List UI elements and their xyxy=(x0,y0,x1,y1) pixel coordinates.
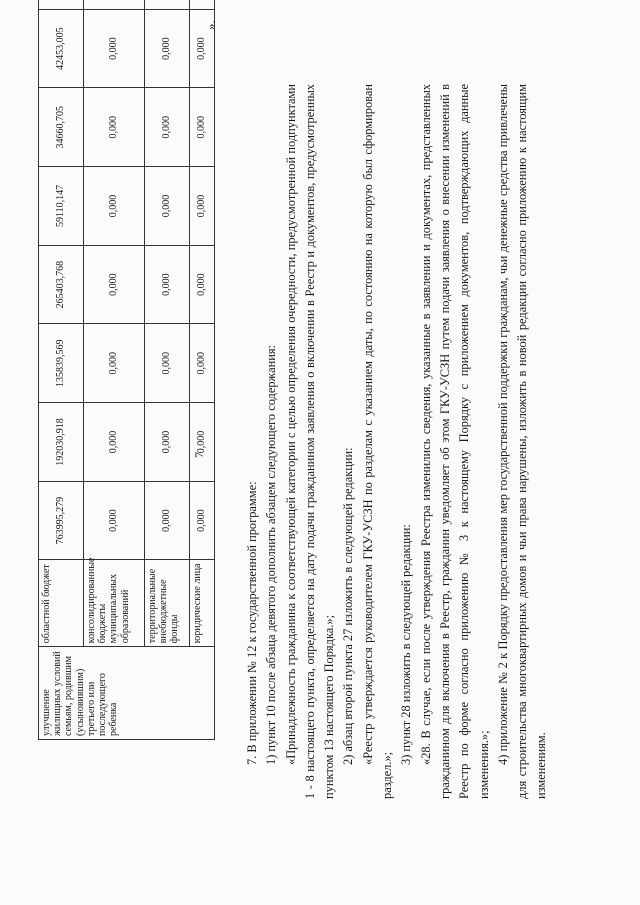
value-cell: 763995,279 xyxy=(39,481,84,560)
value-cell: 0,000 xyxy=(145,9,190,88)
value-cell: 265403,768 xyxy=(39,245,84,324)
value-cell: 192030,918 xyxy=(39,403,84,482)
value-cell xyxy=(39,0,84,9)
value-cell: 0,000 xyxy=(190,167,215,246)
value-cell: 0,000 xyxy=(145,324,190,403)
value-cell: 0,000 xyxy=(84,167,145,246)
paragraph: «Реестр утверждается руководителем ГКУ-УСЗН по разделам с указанием даты, по состоянию на которую был сформирован раздел.»; xyxy=(360,84,395,799)
source-cell: территориальные внебюджетные фонды xyxy=(145,560,190,647)
program-cell: улучшение жилищных условий семьям, родившим (усыновившим) третьего или последующего ребенка xyxy=(39,647,215,740)
value-cell: 59110,147 xyxy=(39,167,84,246)
value-cell xyxy=(145,0,190,9)
source-cell: консолидированные бюджеты муниципальных образований xyxy=(84,560,145,647)
paragraph: 7. В приложении № 12 к государственной программе: xyxy=(245,481,259,765)
page-number: 7 xyxy=(192,452,206,458)
value-cell: 0,000 xyxy=(84,403,145,482)
value-cell: 135839,569 xyxy=(39,324,84,403)
value-cell: 0,000 xyxy=(190,88,215,167)
table-row xyxy=(84,0,145,740)
value-cell: 42453,005 xyxy=(39,9,84,88)
value-cell: 0,000 xyxy=(84,245,145,324)
value-cell: 0,000 xyxy=(145,167,190,246)
source-cell: областной бюджет xyxy=(39,560,84,647)
value-cell: 0,000 xyxy=(84,324,145,403)
value-cell xyxy=(84,0,145,9)
body-text xyxy=(243,84,552,799)
value-cell: 0,000 xyxy=(190,9,215,88)
value-cell: 34660,705 xyxy=(39,88,84,167)
value-cell: 0,000 xyxy=(145,403,190,482)
paragraph: «Принадлежность гражданина к соответствующей категории с целью определения очередности, предусмотренной подпунктами 1 - 8 настоящего пункта, определяется на дату подачи гражданином заявления о включении в Реестр и документов, предусмотренных пунктом 13 настоящего Порядка.»; xyxy=(283,84,337,799)
value-cell: 0,000 xyxy=(190,245,215,324)
value-cell: 0,000 xyxy=(84,88,145,167)
value-cell: 0,000 xyxy=(84,9,145,88)
value-cell: 0,000 xyxy=(190,324,215,403)
table-row xyxy=(145,0,190,740)
paragraph: 2) абзац второй пункта 27 изложить в следующей редакции: xyxy=(341,447,356,765)
closing-quote-mark: ». xyxy=(203,20,218,30)
paragraph: 3) пункт 28 изложить в следующей редакции: xyxy=(399,524,414,765)
value-cell xyxy=(190,0,215,9)
value-cell: 0,000 xyxy=(190,481,215,560)
source-cell: юридические лица xyxy=(190,560,215,647)
paragraph: «28. В случае, если после утверждения Реестра изменились сведения, указанные в заявлении и документах, представленных гражданином для включения в Реестр, гражданин уведомляет об этом ГКУ-УСЗН путем подачи заявления о внесении изменений в Реестр по форме согласно приложению № 3 к настоящему Порядку с приложением документов, подтверждающих данные изменения.»; xyxy=(418,84,491,799)
value-cell: 0,000 xyxy=(190,403,215,482)
table-row xyxy=(190,0,215,740)
value-cell: 0,000 xyxy=(145,245,190,324)
value-cell: 0,000 xyxy=(145,481,190,560)
table-row xyxy=(39,0,84,740)
value-cell: 0,000 xyxy=(145,88,190,167)
budget-table xyxy=(38,0,215,740)
paragraph: 4) приложение № 2 к Порядку предоставления мер государственной поддержки гражданам, чьи денежные средства привлечены для строительства многоквартирных домов и чьи права нарушены, изложить в новой редакции согласно приложению к настоящим изменениям. xyxy=(495,84,549,799)
paragraph: 1) пункт 10 после абзаца девятого дополнить абзацем следующего содержания: xyxy=(264,345,279,765)
value-cell: 0,000 xyxy=(84,481,145,560)
